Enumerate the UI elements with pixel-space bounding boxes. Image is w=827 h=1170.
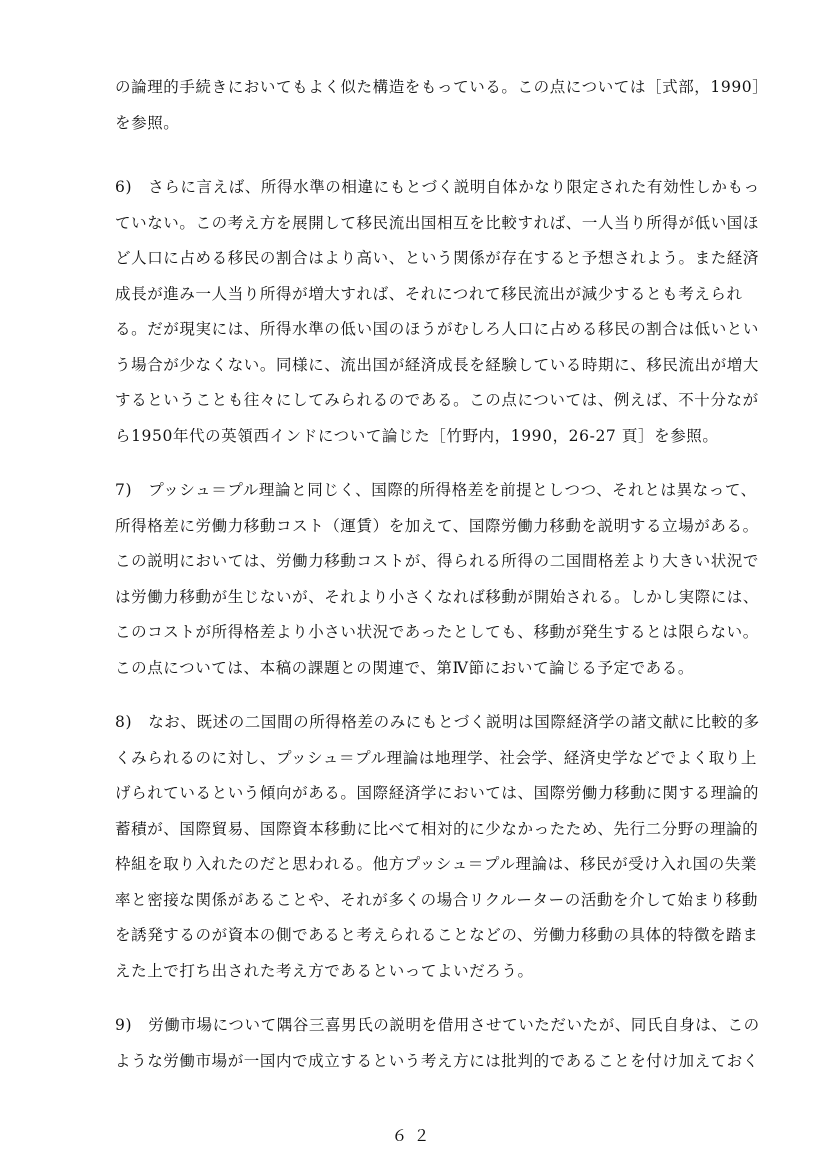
- text-line: 所得格差に労働力移動コスト（運賃）を加えて、国際労働力移動を説明する立場がある。: [115, 516, 759, 535]
- text-line: 枠組を取り入れたのだと思われる。他方プッシュ＝プル理論は、移民が受け入れ国の失業: [115, 855, 757, 873]
- text-line: ような労働市場が一国内で成立するという考え方には批判的であることを付け加えておく: [115, 1051, 760, 1070]
- text-line: えた上で打ち出された考え方であるといってよいだろう。: [115, 961, 534, 980]
- text-line: を参照。: [115, 113, 180, 132]
- text-line: 率と密接な関係があることや、それが多くの場合リクルーターの活動を介して始まり移動: [115, 890, 758, 909]
- text-line: この説明においては、労働力移動コストが、得られる所得の二国間格差より大きい状況で: [115, 552, 760, 570]
- text-line: う場合が少なくない。同様に、流出国が経済成長を経験している時期に、移民流出が増大: [115, 355, 760, 374]
- text-line: は労働力移動が生じないが、それより小さくなれば移動が開始される。しかし実際には、: [115, 587, 760, 606]
- text-line: 7) プッシュ＝プル理論と同じく、国際的所得格差を前提としつつ、それとは異なって、: [115, 481, 757, 499]
- footnote-7: [115, 473, 765, 686]
- text-line: このコストが所得格差より小さい状況であったとしても、移動が発生するとは限らない。: [115, 623, 759, 641]
- page-number: ６２: [391, 1126, 436, 1145]
- text-line: 蓄積が、国際貿易、国際資本移動に比べて相対的に少なかったため、先行二分野の理論的: [115, 819, 759, 838]
- paragraph-continued: [115, 70, 769, 141]
- text-line: ら1950年代の英領西インドについて論じた［竹野内，1990，26-27 頁］を参照。: [115, 426, 719, 445]
- text-line: ていない。この考え方を展開して移民流出国相互を比較すれば、一人当り所得が低い国ほ: [115, 213, 760, 232]
- text-line: くみられるのに対し、プッシュ＝プル理論は地理学、社会学、経済史学などでよく取り上: [115, 748, 757, 767]
- text-line: の論理的手続きにおいてもよく似た構造をもっている。この点については［式部，1990］: [115, 78, 769, 96]
- footnote-9: [115, 1008, 765, 1079]
- text-line: するということも往々にしてみられるのである。この点については、例えば、不十分なが: [115, 391, 759, 409]
- text-line: げられているという傾向がある。国際経済学においては、国際労働力移動に関する理論的: [115, 784, 760, 802]
- text-line: 9) 労働市場について隅谷三喜男氏の説明を借用させていただいたが、同氏自身は、この: [115, 1016, 760, 1034]
- text-line: 6) さらに言えば、所得水準の相違にもとづく説明自体かなり限定された有効性しかもっ: [115, 178, 760, 196]
- text-line: 8) なお、既述の二国間の所得格差のみにもとづく説明は国際経済学の諸文献に比較的多: [115, 713, 760, 731]
- text-line: る。だが現実には、所得水準の低い国のほうがむしろ人口に占める移民の割合は低いとい: [115, 320, 760, 338]
- footnote-6: [115, 170, 765, 454]
- text-line: この点については、本稿の課題との関連で、第Ⅳ節において論じる予定である。: [115, 658, 694, 677]
- footnote-8: [115, 705, 765, 989]
- text-line: ど人口に占める移民の割合はより高い、という関係が存在すると予想されよう。また経済: [115, 249, 760, 267]
- text-line: を誘発するのが資本の側であると考えられることなどの、労働力移動の具体的特徴を踏ま: [115, 926, 759, 944]
- text-line: 成長が進み一人当り所得が増大すれば、それにつれて移民流出が減少するとも考えられ: [115, 284, 743, 303]
